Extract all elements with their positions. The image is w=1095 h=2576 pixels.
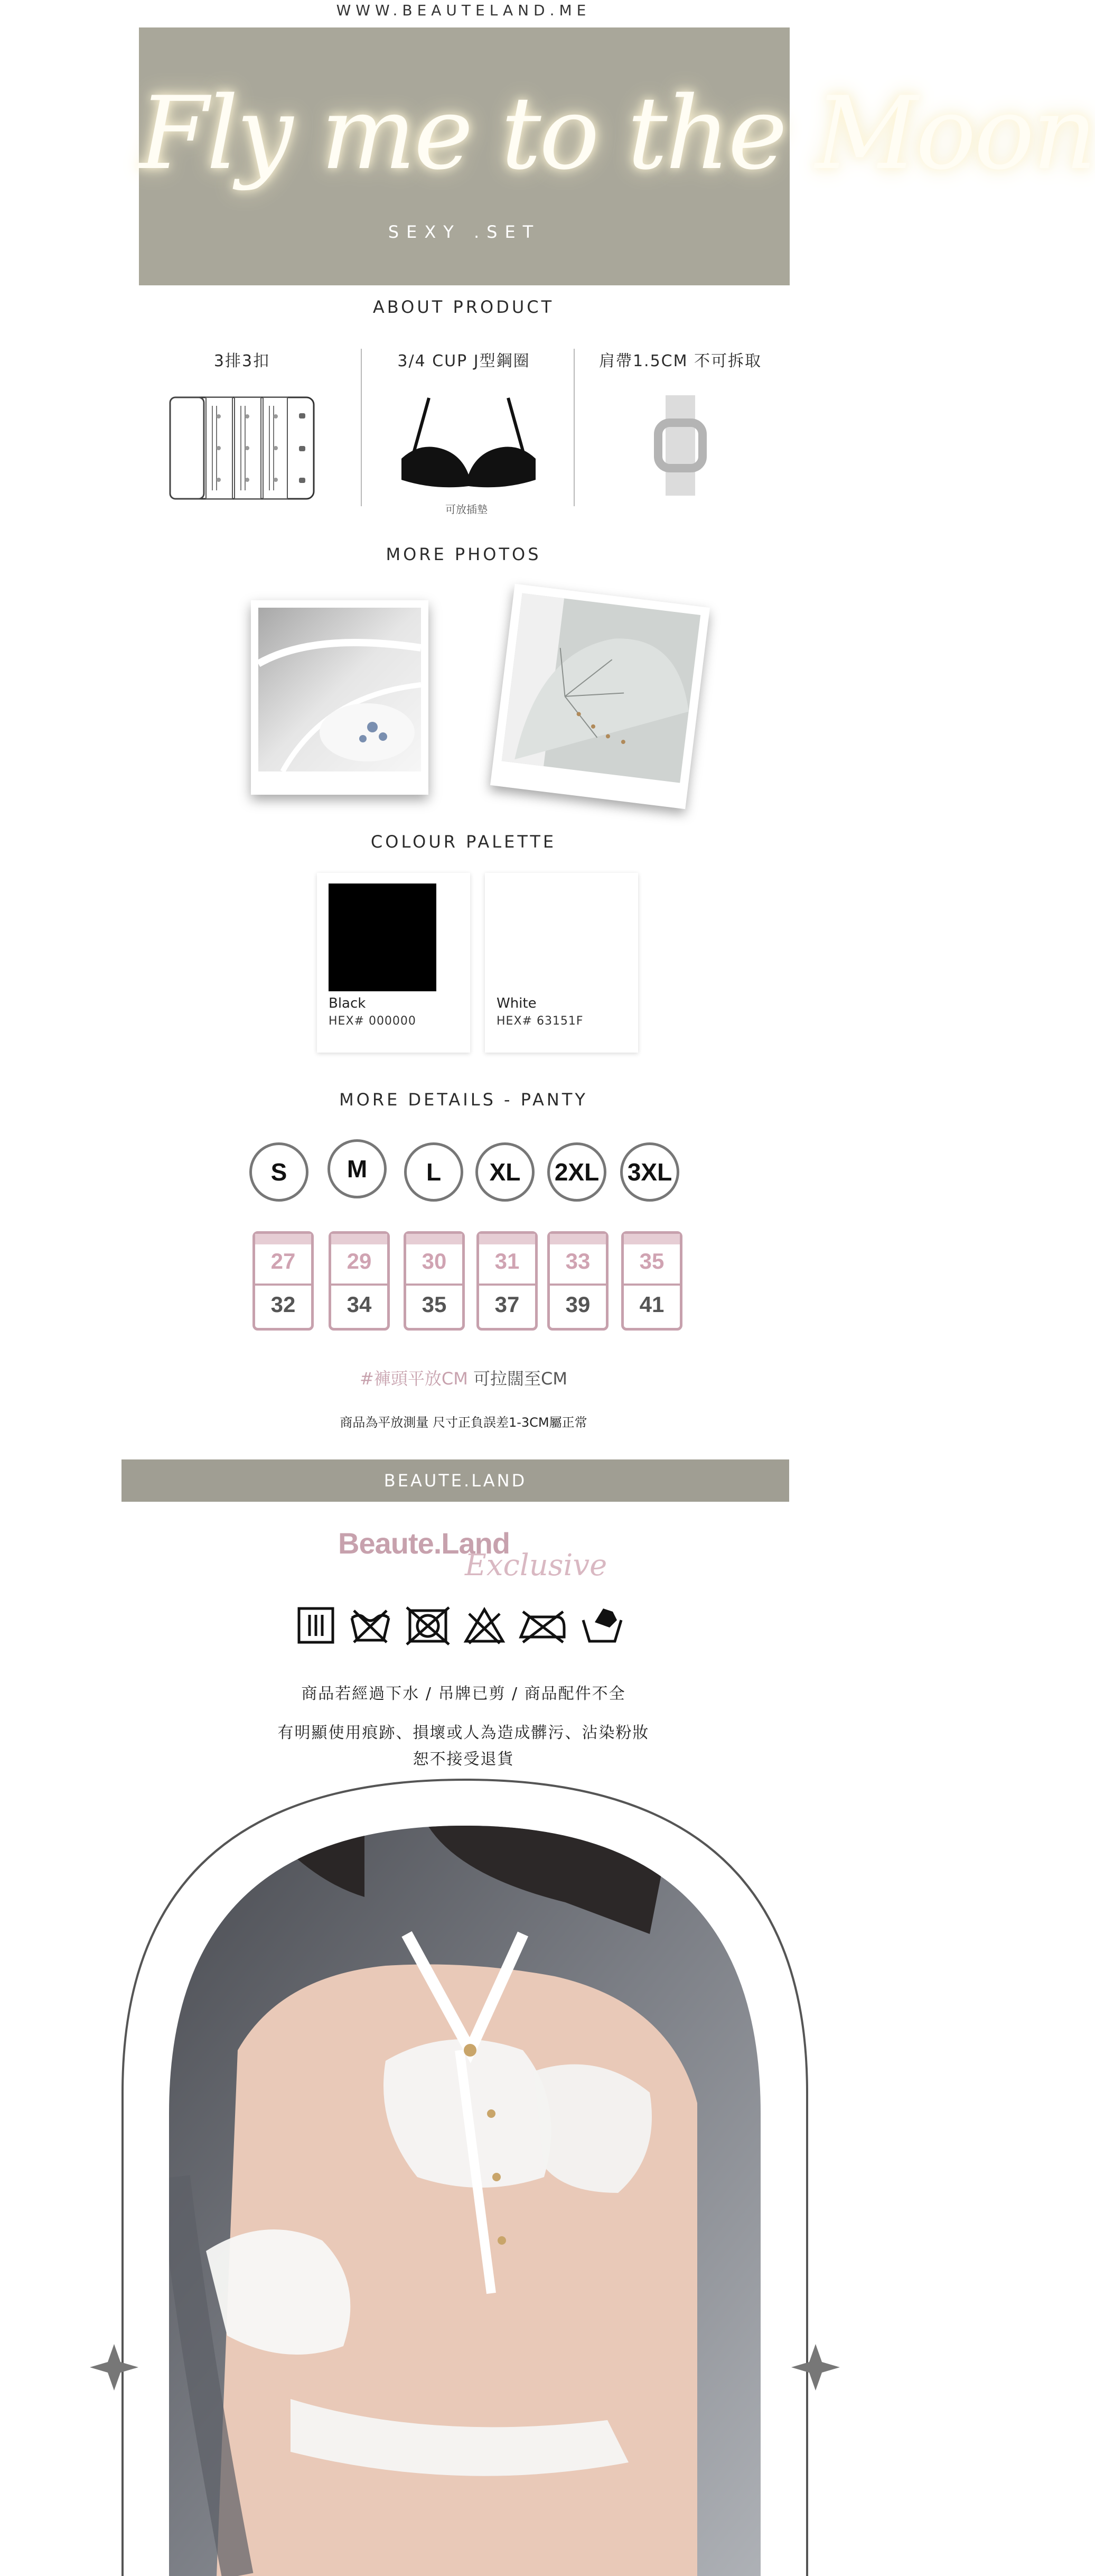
sparkle-icon — [791, 2344, 840, 2391]
size-measure-xl — [476, 1231, 538, 1331]
model-photo-frame — [90, 1775, 840, 2576]
do-not-bleach-icon — [463, 1606, 506, 1644]
product-photo-2[interactable] — [490, 584, 710, 809]
waist-stretch-value: 41 — [639, 1292, 665, 1317]
swatch-hex: HEX# 000000 — [329, 1015, 416, 1028]
hook-eye-closure-icon — [168, 395, 316, 501]
return-policy-line2: 有明顯使用痕跡、損壞或人為造成髒污、沾染粉妝 — [277, 1724, 650, 1742]
size-xl[interactable]: XL — [475, 1142, 535, 1202]
product-photo-1[interactable] — [251, 600, 428, 795]
site-url[interactable]: WWW.BEAUTELAND.ME — [336, 2, 591, 19]
hero-script-title: Fly me to the Moon — [139, 75, 1095, 192]
waist-stretch-value: 35 — [422, 1292, 447, 1317]
bra-icon — [397, 395, 540, 496]
waist-flat-value: 31 — [494, 1249, 520, 1273]
waist-flat-value: 27 — [270, 1249, 296, 1273]
feature-label-closure: 3排3扣 — [213, 352, 270, 370]
hero-subtitle: SEXY .SET — [388, 222, 541, 242]
color-swatch — [329, 884, 436, 991]
color-swatch — [497, 884, 604, 991]
colour-palette-heading: COLOUR PALETTE — [370, 832, 557, 852]
feature-label-strap: 肩帶1.5CM 不可拆取 — [598, 352, 762, 370]
size-measure-3xl — [621, 1231, 682, 1331]
size-legend — [0, 1365, 927, 1390]
feature-label-cup: 3/4 CUP J型鋼圈 — [397, 352, 530, 370]
swatch-hex: HEX# 63151F — [497, 1015, 584, 1028]
size-measure-2xl — [547, 1231, 609, 1331]
return-policy-line1: 商品若經過下水 / 吊牌已剪 / 商品配件不全 — [301, 1685, 626, 1703]
waist-flat-value: 35 — [639, 1249, 665, 1273]
dry-flat-icon — [297, 1606, 335, 1644]
size-legend-tag: #褲頭平放CM — [360, 1369, 468, 1389]
more-photos-heading: MORE PHOTOS — [386, 544, 541, 564]
do-not-tumble-dry-icon — [406, 1606, 450, 1644]
size-m[interactable]: M — [327, 1139, 387, 1198]
size-2xl[interactable]: 2XL — [547, 1142, 606, 1202]
sparkle-icon — [90, 2344, 138, 2391]
measurement-note: 商品為平放測量 尺寸正負誤差1-3CM屬正常 — [340, 1415, 587, 1430]
size-measure-l — [404, 1231, 465, 1331]
strap-slider-icon — [654, 395, 707, 496]
waist-stretch-value: 37 — [494, 1292, 520, 1317]
do-not-iron-icon — [518, 1606, 567, 1644]
about-product-heading: ABOUT PRODUCT — [372, 297, 555, 317]
size-legend-text: 可拉闊至CM — [467, 1369, 567, 1389]
waist-stretch-value: 32 — [270, 1292, 296, 1317]
cup-note: 可放插墊 — [445, 503, 488, 516]
return-policy-line3: 恕不接受退貨 — [413, 1750, 514, 1769]
size-3xl[interactable]: 3XL — [620, 1142, 679, 1202]
hero-banner — [139, 27, 1095, 285]
swatch-card-black[interactable] — [317, 873, 470, 1053]
brand-tagline: Exclusive — [465, 1548, 607, 1583]
feature-divider — [574, 349, 575, 506]
swatch-name: Black — [329, 996, 366, 1011]
do-not-wash-icon — [349, 1606, 392, 1644]
brand-logo: Beaute.Land — [338, 1527, 510, 1560]
waist-stretch-value: 34 — [347, 1292, 372, 1317]
hand-wash-icon — [580, 1606, 625, 1644]
size-measure-s — [252, 1231, 314, 1331]
panty-details-heading: MORE DETAILS - PANTY — [339, 1090, 588, 1110]
size-s[interactable]: S — [249, 1142, 308, 1202]
feature-divider — [361, 349, 362, 506]
waist-flat-value: 29 — [347, 1249, 372, 1273]
brand-banner: BEAUTE.LAND — [121, 1459, 789, 1502]
model-photo[interactable] — [169, 1826, 761, 2576]
swatch-name: White — [497, 996, 537, 1011]
size-l[interactable]: L — [404, 1142, 463, 1202]
waist-flat-value: 30 — [422, 1249, 447, 1273]
swatch-card-white[interactable] — [485, 873, 638, 1053]
waist-stretch-value: 39 — [565, 1292, 591, 1317]
size-measure-m — [329, 1231, 390, 1331]
waist-flat-value: 33 — [565, 1249, 591, 1273]
